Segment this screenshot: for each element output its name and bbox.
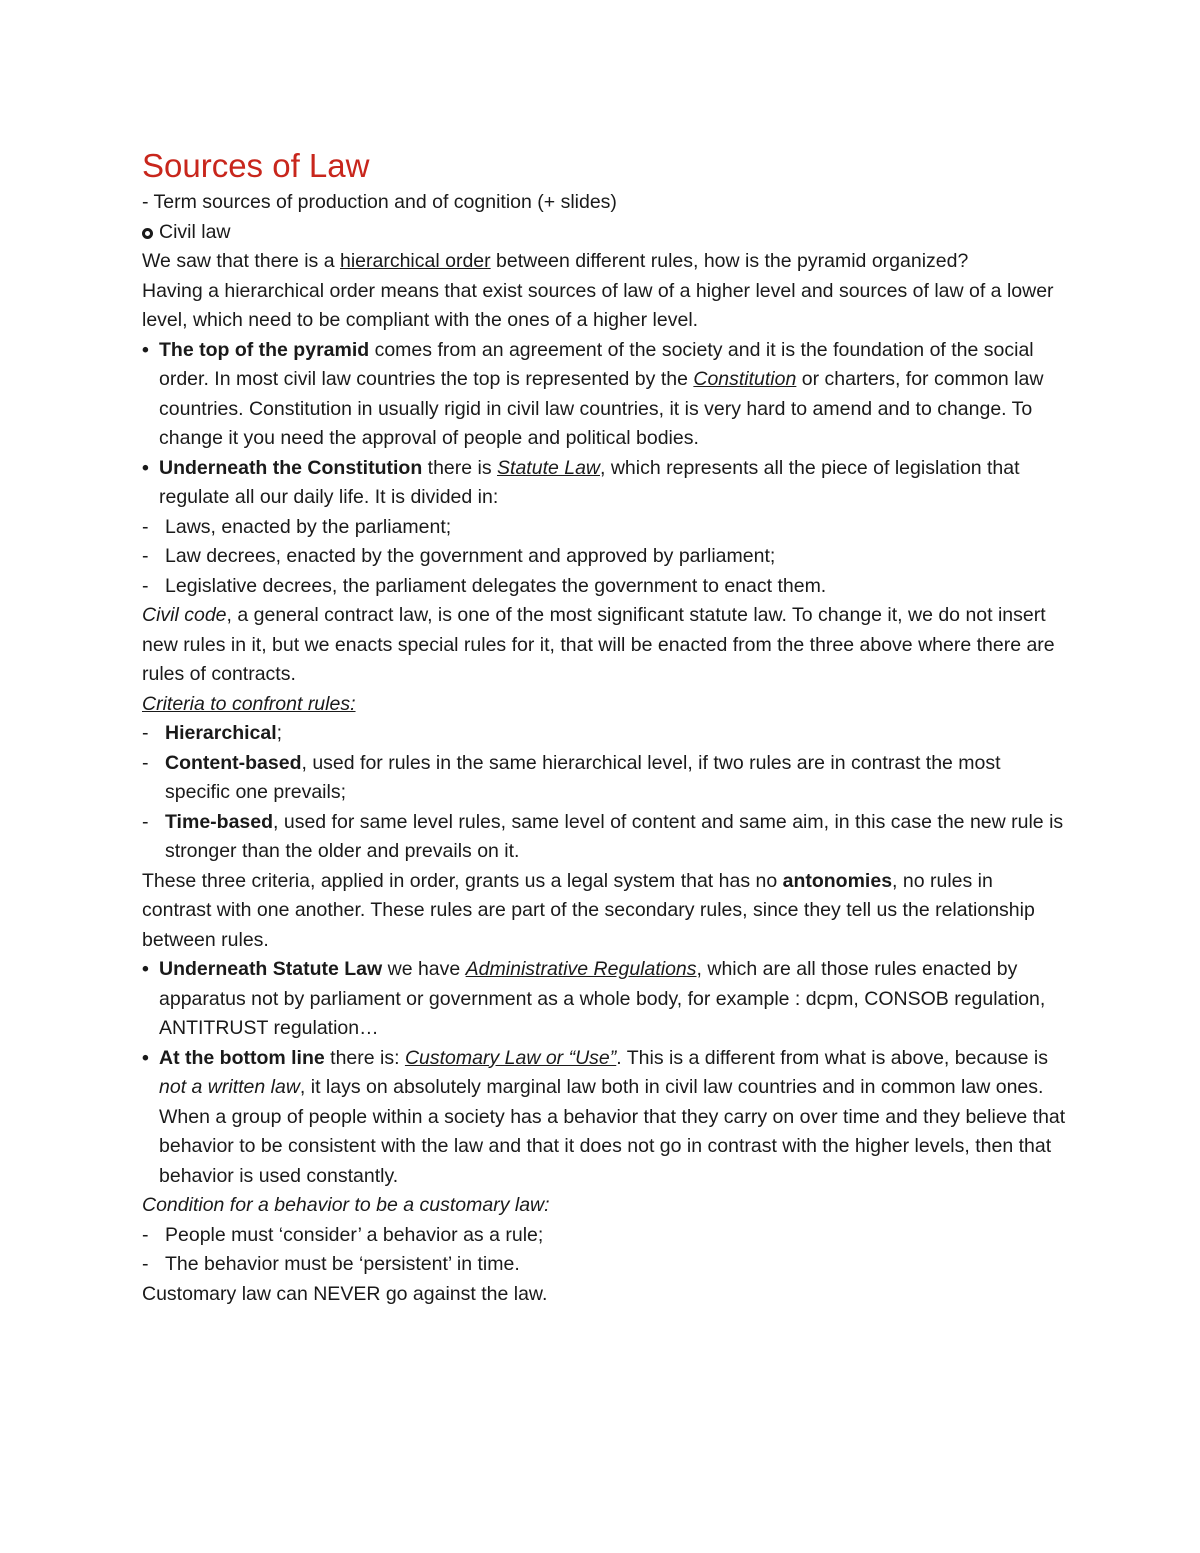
text: Law decrees, enacted by the government and approved by parliament;	[165, 545, 776, 567]
list-item	[142, 749, 1067, 808]
list-item	[142, 572, 1067, 602]
text: there is:	[324, 1046, 405, 1069]
paragraph-civil-code	[142, 601, 1067, 690]
text: there is	[422, 456, 498, 479]
underlined-heading: Criteria to confront rules:	[142, 692, 356, 715]
text: we have	[382, 958, 466, 980]
list-item	[142, 1250, 1067, 1280]
text: Laws, enacted by the parliament;	[165, 515, 452, 538]
text: We saw that there is a	[142, 250, 340, 272]
dash-marker: -	[142, 515, 149, 538]
text: , used for same level rules, same level of content and same aim, in this case the new rule is stronger than the older and prevails on it.	[165, 810, 1064, 862]
text: , it lays on absolutely marginal law both in civil law countries and in common law ones. When a group of people within a society has a behavior that they carry on over time and they believe that behavior to be consistent with the law and that it does not go in contrast with the higher levels, then that behavior is used constantly.	[159, 1076, 1066, 1187]
bullet-customary-law	[142, 1044, 1067, 1192]
bullet-administrative-regulations	[142, 955, 1067, 1044]
italic-term: Civil code	[142, 604, 227, 626]
italic-heading: Condition for a behavior to be a customary law:	[142, 1194, 550, 1216]
bold-term: Underneath Statute Law	[159, 958, 383, 980]
closing-line: Customary law can NEVER go against the law.	[142, 1282, 548, 1305]
dash-marker: -	[142, 1223, 149, 1246]
intro-line: - Term sources of production and of cognition (+ slides)	[142, 191, 617, 213]
dash-marker: -	[142, 574, 149, 597]
text: . This is a different from what is above, because is	[616, 1046, 1048, 1069]
text: , which represents all the piece of legislation that regulate all our daily life. It is divided in:	[159, 456, 1020, 508]
text: People must ‘consider’ a behavior as a rule;	[165, 1223, 544, 1246]
dash-marker: -	[142, 810, 149, 833]
dash-marker: -	[142, 722, 149, 744]
criteria-heading	[142, 690, 1067, 720]
italic-term: not a written law	[159, 1076, 300, 1098]
bullet-marker: •	[142, 338, 149, 361]
bullet-marker: •	[142, 958, 149, 980]
underlined-term: Administrative Regulations	[465, 958, 697, 980]
text: , no rules in contrast with one another. These rules are part of the secondary rules, since they tell us the relationship between rules.	[142, 869, 1035, 951]
text: between different rules, how is the pyramid organized?	[490, 250, 969, 272]
text: ;	[276, 722, 283, 744]
list-item	[142, 808, 1067, 867]
document-page	[142, 146, 1067, 1309]
dash-marker: -	[142, 1253, 149, 1275]
underlined-term: Customary Law or “Use”	[404, 1046, 617, 1069]
dash-marker: -	[142, 545, 149, 567]
hollow-circle-icon	[142, 228, 153, 239]
underlined-term: Constitution	[693, 368, 797, 390]
list-item	[142, 513, 1067, 543]
condition-heading	[142, 1191, 1067, 1221]
bullet-marker: •	[142, 1046, 149, 1069]
text: comes from an agreement of the society and it is the foundation of the social order. In most civil law countries the top is represented by the	[159, 338, 1034, 390]
underlined-term: Statute Law	[497, 456, 601, 479]
bold-term: At the bottom line	[159, 1046, 325, 1069]
list-item	[142, 1221, 1067, 1251]
list-item	[142, 719, 1067, 749]
bold-term: The top of the pyramid	[159, 338, 370, 361]
text: These three criteria, applied in order, grants us a legal system that has no	[142, 869, 783, 892]
underlined-term: hierarchical order	[339, 250, 491, 272]
text: or charters, for common law countries. Constitution in usually rigid in civil law countries, it is very hard to amend and to change. To change it you need the approval of people and political bodies.	[159, 368, 1044, 449]
dash-marker: -	[142, 751, 149, 774]
bold-term: Time-based	[165, 810, 274, 833]
text: , which are all those rules enacted by apparatus not by parliament or government as a whole body, for example : dcpm, CONSOB regulation, ANTITRUST regulation…	[159, 958, 1046, 1039]
paragraph-hierarchy	[142, 247, 1067, 277]
text: , a general contract law, is one of the most significant statute law. To change it, we do not insert new rules in it, but we enacts special rules for it, that will be enacted from the three above where there are rules of contracts.	[142, 604, 1055, 685]
bold-term: Hierarchical	[165, 722, 277, 744]
bold-term: Content-based	[165, 751, 302, 774]
paragraph-levels: Having a hierarchical order means that exist sources of law of a higher level and sources of law of a lower level, which need to be compliant with the ones of a higher level.	[142, 279, 1054, 331]
bullet-marker: •	[142, 456, 149, 479]
text: , used for rules in the same hierarchical level, if two rules are in contrast the most specific one prevails;	[165, 751, 1001, 803]
text: The behavior must be ‘persistent’ in time.	[165, 1253, 520, 1275]
civil-law-heading	[142, 218, 1067, 248]
page-title: Sources of Law	[142, 147, 370, 184]
list-item	[142, 542, 1067, 572]
paragraph-criteria-summary	[142, 867, 1067, 956]
bullet-statute-law	[142, 454, 1067, 513]
bullet-top-of-pyramid	[142, 336, 1067, 454]
civil-law-label: Civil law	[159, 220, 231, 243]
bold-term: antonomies	[782, 869, 893, 892]
bold-term: Underneath the Constitution	[159, 456, 423, 479]
text: Legislative decrees, the parliament delegates the government to enact them.	[165, 574, 827, 597]
